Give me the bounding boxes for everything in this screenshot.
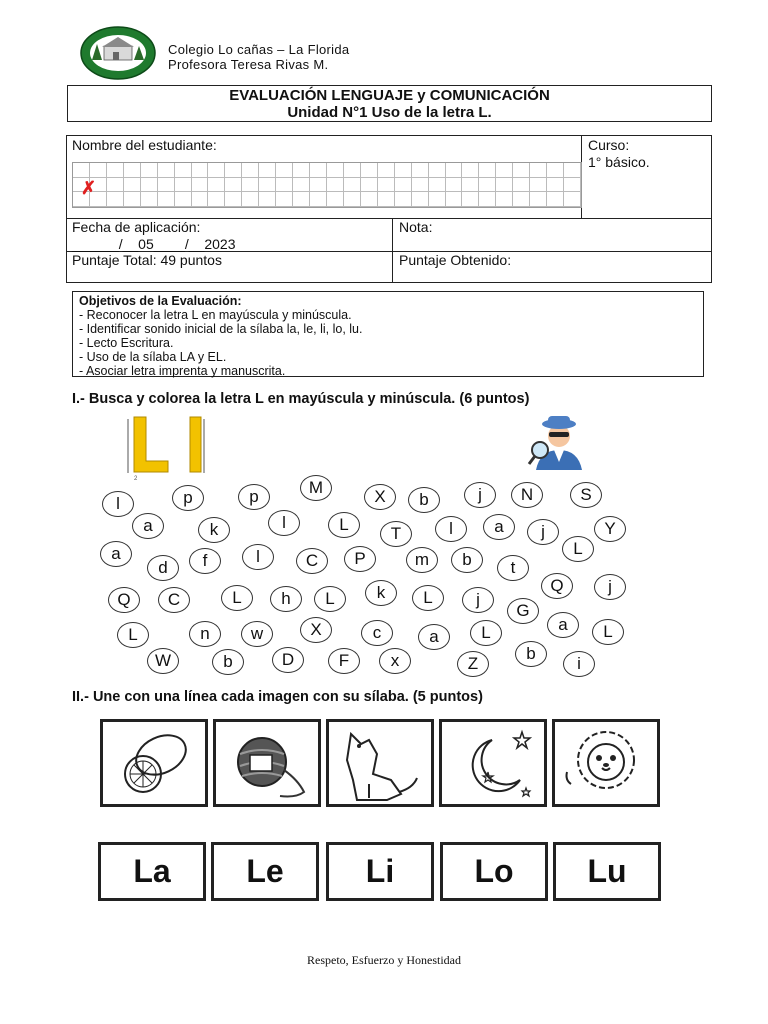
objective-item: - Lecto Escritura.	[79, 336, 174, 350]
grid-cell	[310, 192, 327, 207]
grid-cell	[564, 178, 581, 193]
image-lemon[interactable]	[100, 719, 208, 807]
grid-cell	[242, 163, 259, 178]
letter-bubble[interactable]: n	[189, 621, 221, 647]
grid-cell	[124, 163, 141, 178]
course-value: 1° básico.	[588, 154, 650, 170]
letter-bubble[interactable]: l	[102, 491, 134, 517]
grid-cell	[378, 163, 395, 178]
grid-cell	[208, 192, 225, 207]
x-mark-icon: ✗	[81, 178, 97, 198]
grid-cell	[547, 163, 564, 178]
grid-cell	[107, 192, 124, 207]
grid-cell	[530, 163, 547, 178]
grid-cell	[530, 178, 547, 193]
grid-cell	[513, 178, 530, 193]
grid-cell	[395, 192, 412, 207]
grid-cell	[479, 192, 496, 207]
grid-cell	[192, 192, 209, 207]
grid-cell	[259, 178, 276, 193]
grid-cell	[496, 192, 513, 207]
student-name-label: Nombre del estudiante:	[72, 137, 217, 153]
image-wolf[interactable]	[326, 719, 434, 807]
grid-cell	[141, 163, 158, 178]
grid-cell	[310, 178, 327, 193]
title-line-1: EVALUACIÓN LENGUAJE y COMUNICACIÓN	[229, 87, 550, 104]
grid-cell	[259, 163, 276, 178]
grid-cell	[462, 178, 479, 193]
total-score: Puntaje Total: 49 puntos	[72, 252, 222, 268]
grid-cell	[242, 178, 259, 193]
letter-bubble[interactable]: k	[198, 517, 230, 543]
syllable-li[interactable]: Li	[326, 842, 434, 901]
letter-bubble[interactable]: C	[296, 548, 328, 574]
grid-cell	[158, 192, 175, 207]
school-info	[168, 42, 349, 72]
grid-cell	[361, 178, 378, 193]
letter-bubble[interactable]: j	[462, 587, 494, 613]
grid-cell	[107, 178, 124, 193]
title-line-2: Unidad N°1 Uso de la letra L.	[287, 104, 492, 121]
letter-bubble[interactable]: Q	[541, 573, 573, 599]
name-writing-grid[interactable]	[72, 162, 582, 208]
title-box	[67, 85, 712, 122]
grid-cell	[293, 163, 310, 178]
grid-cell	[225, 192, 242, 207]
image-lion[interactable]	[552, 719, 660, 807]
objective-item: - Identificar sonido inicial de la sílaba la, le, li, lo, lu.	[79, 322, 363, 336]
letter-bubble[interactable]: w	[241, 621, 273, 647]
syllable-lo[interactable]: Lo	[440, 842, 548, 901]
grid-cell	[175, 192, 192, 207]
letter-bubble[interactable]: h	[270, 586, 302, 612]
objective-item: - Uso de la sílaba LA y EL.	[79, 350, 227, 364]
grid-cell	[158, 178, 175, 193]
syllable-la[interactable]: La	[98, 842, 206, 901]
grid-cell	[225, 163, 242, 178]
grid-cell	[446, 192, 463, 207]
letter-bubble[interactable]: L	[221, 585, 253, 611]
letter-bubble[interactable]: Q	[108, 587, 140, 613]
grid-cell	[310, 163, 327, 178]
letter-bubble[interactable]: C	[158, 587, 190, 613]
grid-cell	[412, 163, 429, 178]
letter-bubble[interactable]: W	[147, 648, 179, 674]
grid-cell	[208, 178, 225, 193]
grid-cell	[141, 178, 158, 193]
grid-cell	[293, 192, 310, 207]
syllable-lu[interactable]: Lu	[553, 842, 661, 901]
grid-cell	[242, 192, 259, 207]
grade-label: Nota:	[399, 219, 433, 235]
grid-cell	[564, 192, 581, 207]
letter-bubble[interactable]: X	[300, 617, 332, 643]
letter-bubble[interactable]: x	[379, 648, 411, 674]
grid-cell	[446, 178, 463, 193]
letter-bubble[interactable]: j	[527, 519, 559, 545]
grid-cell	[361, 192, 378, 207]
grid-cell	[496, 178, 513, 193]
grid-cell	[327, 163, 344, 178]
yarn-ball-icon	[216, 722, 318, 804]
grid-cell	[547, 178, 564, 193]
grid-cell	[175, 178, 192, 193]
letter-bubble[interactable]: L	[562, 536, 594, 562]
grid-cell	[429, 163, 446, 178]
letter-l-illustration	[120, 413, 220, 483]
letter-bubble[interactable]: l	[242, 544, 274, 570]
student-info-table	[66, 135, 712, 283]
letter-bubble[interactable]: j	[594, 574, 626, 600]
grid-cell	[412, 192, 429, 207]
grid-cell	[547, 192, 564, 207]
letter-bubble[interactable]: L	[412, 585, 444, 611]
objective-item: - Reconocer la letra L en mayúscula y minúscula.	[79, 308, 352, 322]
grid-cell	[344, 192, 361, 207]
grid-cell	[429, 178, 446, 193]
letter-bubble[interactable]: d	[147, 555, 179, 581]
letter-bubble[interactable]: b	[212, 649, 244, 675]
letter-bubble[interactable]: l	[435, 516, 467, 542]
grid-cell	[412, 178, 429, 193]
teacher-name: Profesora Teresa Rivas M.	[168, 57, 329, 72]
grid-cell	[479, 163, 496, 178]
letter-bubble[interactable]: M	[300, 475, 332, 501]
obtained-score-label: Puntaje Obtenido:	[399, 252, 512, 268]
letter-bubble[interactable]: a	[418, 624, 450, 650]
letter-bubble[interactable]: D	[272, 647, 304, 673]
grid-cell	[378, 192, 395, 207]
grid-cell	[395, 163, 412, 178]
letter-bubble[interactable]: Z	[457, 651, 489, 677]
grid-cell	[73, 163, 90, 178]
grid-cell	[344, 163, 361, 178]
letter-bubble[interactable]: X	[364, 484, 396, 510]
letter-bubble[interactable]: Y	[594, 516, 626, 542]
grid-cell	[208, 163, 225, 178]
section-2-heading: II.- Une con una línea cada imagen con su sílaba. (5 puntos)	[72, 689, 483, 705]
section-1-heading: I.- Busca y colorea la letra L en mayúscula y minúscula. (6 puntos)	[72, 391, 530, 407]
objectives-title: Objetivos de la Evaluación:	[79, 294, 242, 308]
grid-cell	[462, 192, 479, 207]
letter-bubble[interactable]: S	[570, 482, 602, 508]
wolf-icon	[329, 722, 431, 804]
letter-bubble[interactable]: t	[497, 555, 529, 581]
letter-bubble[interactable]: L	[470, 620, 502, 646]
course-label: Curso:	[588, 137, 630, 153]
grid-cell	[141, 192, 158, 207]
grid-cell	[276, 178, 293, 193]
grid-cell	[124, 178, 141, 193]
grid-cell	[496, 163, 513, 178]
letter-bubble[interactable]: F	[328, 648, 360, 674]
school-name: Colegio Lo cañas – La Florida	[168, 42, 350, 57]
grid-cell	[327, 192, 344, 207]
letter-bubble[interactable]: a	[100, 541, 132, 567]
date-value: ______/__05____/__2023	[72, 236, 236, 252]
grid-cell	[327, 178, 344, 193]
grid-cell	[429, 192, 446, 207]
grid-cell	[462, 163, 479, 178]
letter-bubble[interactable]: j	[464, 482, 496, 508]
letter-bubble[interactable]: a	[483, 514, 515, 540]
grid-cell	[479, 178, 496, 193]
image-yarn[interactable]	[213, 719, 321, 807]
objectives-box	[72, 291, 704, 377]
syllable-le[interactable]: Le	[211, 842, 319, 901]
grid-cell	[175, 163, 192, 178]
letter-bubble[interactable]: L	[314, 586, 346, 612]
grid-cell	[530, 192, 547, 207]
letter-bubble[interactable]: L	[117, 622, 149, 648]
letter-bubble[interactable]: L	[328, 512, 360, 538]
letter-bubble[interactable]: m	[406, 547, 438, 573]
grid-cell	[90, 163, 107, 178]
letter-bubble[interactable]: b	[408, 487, 440, 513]
grid-cell	[293, 178, 310, 193]
grid-cell	[378, 178, 395, 193]
grid-cell	[192, 178, 209, 193]
lemon-icon	[103, 722, 205, 804]
grid-cell	[513, 163, 530, 178]
letter-bubble[interactable]: p	[238, 484, 270, 510]
grid-cell	[276, 192, 293, 207]
grid-cell	[446, 163, 463, 178]
letter-bubble[interactable]: a	[132, 513, 164, 539]
letter-bubble[interactable]: c	[361, 620, 393, 646]
letter-bubble[interactable]: i	[563, 651, 595, 677]
letter-bubble[interactable]: p	[172, 485, 204, 511]
letter-bubble[interactable]: T	[380, 521, 412, 547]
letter-bubble[interactable]: P	[344, 546, 376, 572]
letter-bubble[interactable]: l	[268, 510, 300, 536]
image-moon[interactable]	[439, 719, 547, 807]
letter-bubble[interactable]: L	[592, 619, 624, 645]
letter-bubble[interactable]: f	[189, 548, 221, 574]
objective-item: - Asociar letra imprenta y manuscrita.	[79, 364, 286, 378]
svg-text:2: 2	[134, 476, 138, 482]
date-label: Fecha de aplicación:	[72, 219, 201, 235]
grid-cell	[107, 163, 124, 178]
grid-cell	[513, 192, 530, 207]
letter-bubble[interactable]: b	[451, 547, 483, 573]
school-logo	[80, 26, 156, 80]
grid-cell	[361, 163, 378, 178]
moon-icon	[442, 722, 544, 804]
grid-cell	[564, 163, 581, 178]
grid-cell	[124, 192, 141, 207]
grid-cell	[395, 178, 412, 193]
letter-bubble[interactable]: G	[507, 598, 539, 624]
letter-bubble[interactable]: N	[511, 482, 543, 508]
letter-bubble[interactable]: b	[515, 641, 547, 667]
letter-bubble[interactable]: k	[365, 580, 397, 606]
lion-icon	[555, 722, 657, 804]
grid-cell	[158, 163, 175, 178]
detective-icon	[526, 412, 592, 472]
grid-cell	[192, 163, 209, 178]
grid-cell	[276, 163, 293, 178]
letter-bubble[interactable]: a	[547, 612, 579, 638]
grid-cell	[259, 192, 276, 207]
footer-motto: Respeto, Esfuerzo y Honestidad	[307, 953, 461, 967]
grid-cell	[344, 178, 361, 193]
grid-cell	[225, 178, 242, 193]
